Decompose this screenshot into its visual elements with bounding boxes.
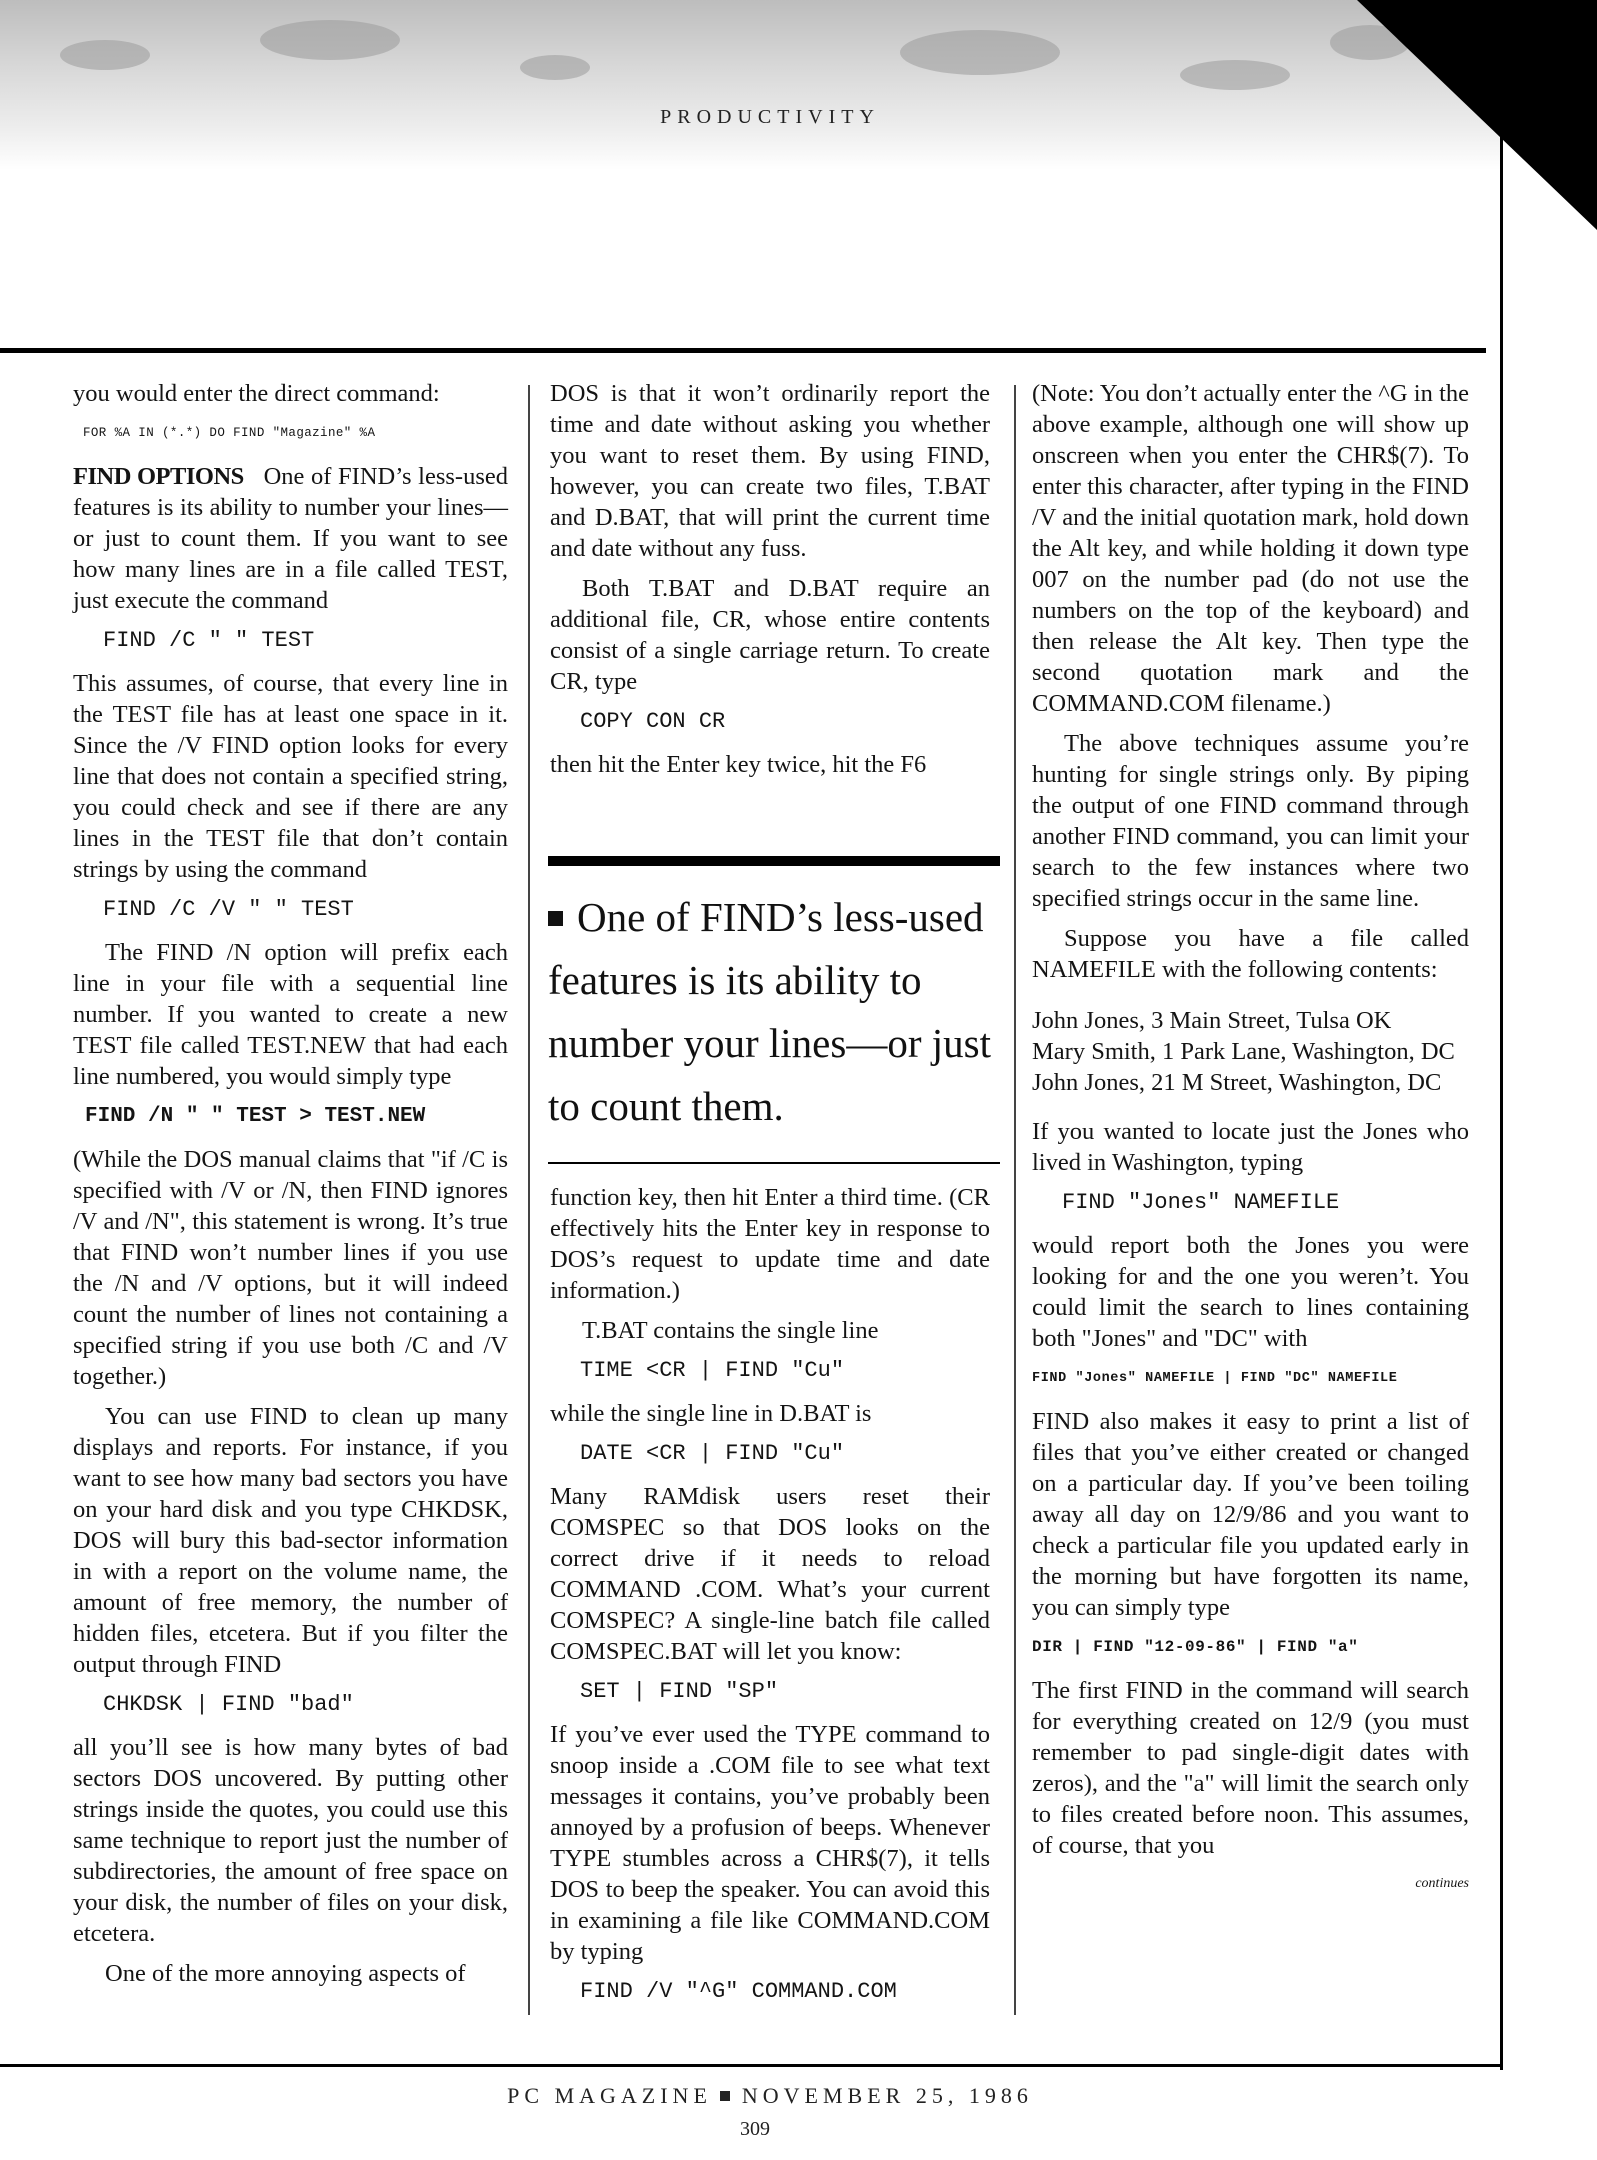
pull-quote	[548, 856, 1000, 1164]
list-item: Mary Smith, 1 Park Lane, Washington, DC	[1032, 1038, 1455, 1065]
paragraph: Suppose you have a file called NAMEFILE with the following contents:	[1032, 925, 1469, 983]
code-line: COPY CON CR	[580, 709, 726, 734]
continues-label: continues	[1415, 1876, 1469, 1891]
paragraph: If you’ve ever used the TYPE command to snoop inside a .COM file to see what text messages it contains, you’ve probably been annoyed by a profusion of beeps. Whenever TYPE stumbles across a CHR$(7), it tells DOS to beep the speaker. You can avoid this in examining a file like COMMAND.COM by typing	[550, 1721, 990, 1965]
top-rule	[0, 348, 1486, 353]
article-column-2-top	[550, 378, 990, 789]
paragraph: (Note: You don’t actually enter the ^G in the above example, although one will show up onscreen when you enter the CHR$(7). To enter this character, after typing in the FIND /V and the initial quotation mark, hold down the Alt key, and while holding it down type 007 on the number pad (do not use the numbers on the top of the keyboard) and then release the Alt key. Then type the second quotation mark and the COMMAND.COM filename.)	[1032, 380, 1469, 717]
paragraph-text: One of FIND’s less-used features is its ability to number your lines—or just to count them. If you want to see how many lines are in a file called TEST, just execute the command	[73, 463, 508, 614]
paragraph: would report both the Jones you were looking for and the one you weren’t. You could limit the search to lines containing both "Jones" and "DC" with	[1032, 1232, 1469, 1352]
page-footer	[480, 2083, 1060, 2109]
article-column-3	[1032, 378, 1469, 1899]
pull-quote-text: One of FIND’s less-used features is its ability to number your lines—or just to count them.	[548, 894, 991, 1129]
paragraph: You can use FIND to clean up many displays and reports. For instance, if you want to see how many bad sectors you have on your hard disk and you type CHKDSK, DOS will bury this bad-sector information in with a report on the volume name, the amount of free memory, the number of hidden files, etcetera. But if you filter the output through FIND	[73, 1403, 508, 1678]
code-line: FOR %A IN (*.*) DO FIND "Magazine" %A	[83, 426, 376, 440]
paragraph: T.BAT contains the single line	[582, 1317, 879, 1344]
bullet-square-icon	[548, 911, 563, 926]
section-label: PRODUCTIVITY	[660, 106, 880, 128]
code-line: CHKDSK | FIND "bad"	[103, 1692, 354, 1717]
paragraph: while the single line in D.BAT is	[550, 1400, 872, 1427]
article-column-1	[73, 378, 508, 1998]
column-divider	[1014, 385, 1016, 2015]
issue-date: NOVEMBER 25, 1986	[741, 2083, 1033, 2108]
paragraph: DOS is that it won’t ordinarily report the time and date without asking you whether you want to reset them. By using FIND, however, you can create two files, T.BAT and D.BAT, that will print the current time and date without any fuss.	[550, 380, 990, 562]
code-line: DATE <CR | FIND "Cu"	[580, 1441, 845, 1466]
paragraph: The first FIND in the command will search for everything created on 12/9 (you must remember to pad single-digit dates with zeros), and the "a" will limit the search only to files created before noon. This assumes, of course, that you	[1032, 1677, 1469, 1859]
header-banner	[0, 0, 1500, 170]
code-line: SET | FIND "SP"	[580, 1679, 779, 1704]
corner-tab-graphic	[1357, 0, 1597, 230]
code-line: FIND "Jones" NAMEFILE	[1062, 1190, 1340, 1215]
paragraph: Many RAMdisk users reset their COMSPEC so that DOS looks on the correct drive if it needs to reload COMMAND .COM. What’s your current COMSPEC? A single-line batch file called COMSPEC.BAT will let you know:	[550, 1483, 990, 1665]
paragraph: FIND also makes it easy to print a list of files that you’ve either created or changed on a particular day. If you’ve been toiling away all day on 12/9/86 and you want to check a particular file you updated early in the morning but have forgotten its name, you can simply type	[1032, 1408, 1469, 1621]
paragraph: all you’ll see is how many bytes of bad sectors DOS uncovered. By putting other strings inside the quotes, you could use this same technique to report just the number of subdirectories, the amount of free space on your disk, the number of files on your disk, etcetera.	[73, 1734, 508, 1947]
code-line: FIND "Jones" NAMEFILE | FIND "DC" NAMEFILE	[1032, 1371, 1398, 1386]
column-divider	[528, 385, 530, 2015]
page-number: 309	[740, 2118, 770, 2140]
code-line: FIND /N " " TEST > TEST.NEW	[85, 1105, 426, 1128]
paragraph: Both T.BAT and D.BAT require an additional file, CR, whose entire contents consist of a single carriage return. To create CR, type	[550, 575, 990, 695]
paragraph: (While the DOS manual claims that "if /C is specified with /V or /N, then FIND ignores /V and /N", this statement is wrong. It’s true that FIND won’t number lines if you use the /N and /V options, but it will indeed count the number of lines not containing a specified string if you use both /C and /V together.)	[73, 1146, 508, 1390]
section-heading: FIND OPTIONS	[73, 463, 244, 490]
article-column-2-bottom	[550, 1182, 990, 2019]
paragraph: This assumes, of course, that every line in the TEST file has at least one space in it. Since the /V FIND option looks for every line that does not contain a specified string, you could check and see if there are any lines in the TEST file that don’t contain strings by using the command	[73, 670, 508, 883]
code-line: FIND /V "^G" COMMAND.COM	[580, 1979, 897, 2004]
paragraph: One of the more annoying aspects of	[105, 1960, 466, 1987]
code-line: TIME <CR | FIND "Cu"	[580, 1358, 845, 1383]
right-margin-rule	[1500, 120, 1503, 2070]
paragraph	[73, 461, 508, 616]
magazine-name: PC MAGAZINE	[507, 2083, 712, 2108]
paragraph: The above techniques assume you’re hunting for single strings only. By piping the output of one FIND command through another FIND command, you can limit your search to the few instances where two specified strings occur in the same line.	[1032, 730, 1469, 912]
paragraph: If you wanted to locate just the Jones who lived in Washington, typing	[1032, 1118, 1469, 1176]
code-line: FIND /C /V " " TEST	[103, 897, 354, 922]
paragraph: you would enter the direct command:	[73, 380, 440, 407]
code-line: FIND /C " " TEST	[103, 628, 315, 653]
list-item: John Jones, 21 M Street, Washington, DC	[1032, 1069, 1442, 1096]
paragraph: then hit the Enter key twice, hit the F6	[550, 751, 927, 778]
code-line: DIR | FIND "12-09-86" | FIND "a"	[1032, 1638, 1359, 1656]
paragraph: function key, then hit Enter a third time. (CR effectively hits the Enter key in response to DOS’s request to update time and date information.)	[550, 1184, 990, 1304]
bottom-rule	[0, 2064, 1502, 2067]
list-item: John Jones, 3 Main Street, Tulsa OK	[1032, 1007, 1392, 1034]
separator-square-icon	[720, 2091, 730, 2101]
paragraph: The FIND /N option will prefix each line in your file with a sequential line number. If you wanted to create a new TEST file called TEST.NEW that had each line numbered, you would simply type	[73, 939, 508, 1090]
